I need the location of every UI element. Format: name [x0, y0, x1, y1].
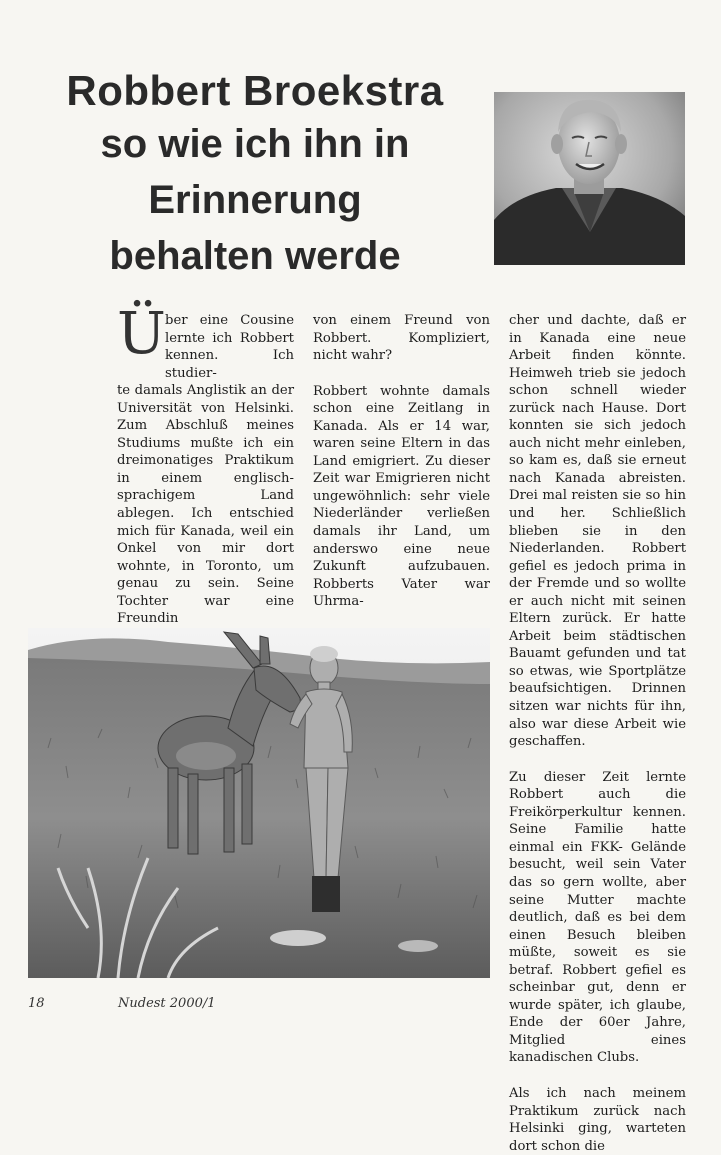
paragraph: von einem Freund von Robbert. Kompliziert, nicht wahr?: [313, 313, 490, 364]
drop-cap: Ü: [117, 299, 166, 367]
paragraph: ber eine Cousine lernte ich Robbert kennen. Ich studier-: [165, 313, 294, 381]
magazine-issue: Nudest 2000/1: [118, 996, 216, 1011]
text-column-2: [313, 312, 490, 611]
title-line-2: so wie ich ihn in: [100, 122, 410, 166]
title-line-4: behalten werde: [109, 234, 401, 278]
paragraph: Zu dieser Zeit lernte Robbert auch die Freikörperkultur kennen. Seine Familie hatte einmal ein FKK- Gelände besucht, weil sein Vater das so gern wollte, aber seine Mutter machte deutlich, daß es bei dem einen Besuch bleiben müßte, soweit es sie betraf. Robbert gefiel es scheinbar gut, denn er wurde später, ich glaube, Ende der 60er Jahre, Mitglied eines kanadischen Clubs.: [509, 769, 686, 1066]
paragraph: cher und dachte, daß er in Kanada eine neue Arbeit finden könnte. Heimweh trieb sie jedoch schon schnell wieder zurück nach Hause. Dort konnten sie sich jedoch auch nicht mehr einleben, so kam es, daß sie erneut nach Kanada abreisten. Drei mal reisten sie so hin und her. Schließlich blieben sie in den Niederlanden. Robbert gefiel es jedoch prima in der Fremde und so wollte er auch nicht mit seinen Eltern zurück. Er hatte Arbeit beim städtischen Bauamt gefunden und tat so etwas, wie Sportplätze beaufsichtigen. Drinnen sitzen war nichts für ihn, also war diese Arbeit wie geschaffen.: [509, 313, 686, 750]
donkey-photo: [28, 628, 490, 978]
text-column-3: [509, 312, 686, 1155]
title-line-1: Robbert Broekstra: [66, 67, 444, 114]
page-number: 18: [28, 996, 45, 1011]
text-column-1: [117, 312, 294, 628]
paragraph: Robbert wohnte damals schon eine Zeitlang in Kanada. Als er 14 war, waren seine Eltern in das Land emigriert. Zu dieser Zeit war Emigrieren nicht ungewöhnlich: sehr viele Niederländer verließen damals ihr Land, um anderswo eine neue Zukunft aufzubauen. Robberts Vater war Uhrma-: [313, 383, 490, 610]
paragraph: Als ich nach meinem Praktikum zurück nach Helsinki ging, warteten dort schon die: [509, 1085, 686, 1154]
portrait-photo: [494, 92, 685, 265]
title-line-3: Erinnerung: [148, 178, 362, 222]
paragraph: te damals Anglistik an der Universität von Helsinki. Zum Abschluß meines Studiums mußte ich ein dreimonatiges Praktikum in einem englisch- sprachigem Land ablegen. Ich entschied mich für Kanada, weil ein Onkel von mir dort wohnte, in Toronto, um genau zu sein. Seine Tochter war eine Freundin: [117, 383, 294, 627]
article-title: [20, 66, 490, 284]
